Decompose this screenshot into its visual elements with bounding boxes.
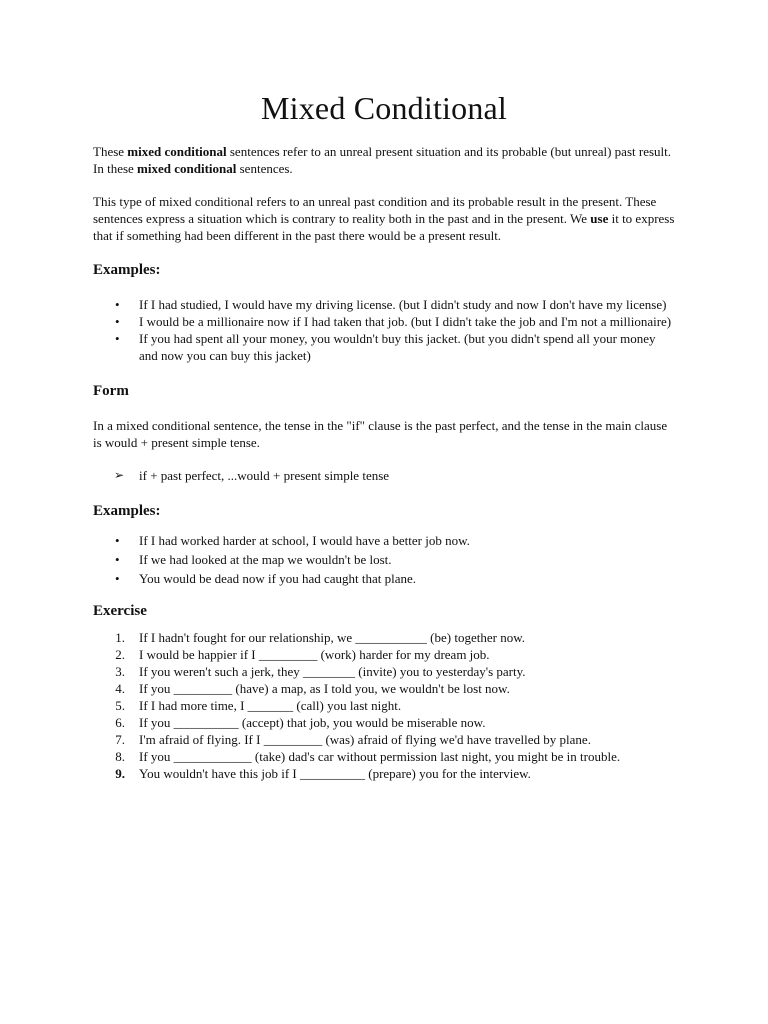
description-text: This type of mixed conditional refers to an unreal past condition and its probable result in the present. These sentences express a situation which is contrary to reality both in the past and in the present. We	[93, 194, 657, 226]
list-item	[93, 296, 675, 313]
exercise-text: If I had more time, I _______ (call) you last night.	[139, 698, 402, 713]
exercise-number: 2.	[115, 647, 125, 662]
exercise-item	[93, 663, 675, 680]
list-item-text: If I had worked harder at school, I would have a better job now.	[139, 533, 470, 548]
intro-text: sentences refer to an unreal present situation and its probable (but unreal) past result. In these	[93, 144, 671, 176]
exercise-number: 1.	[115, 630, 125, 645]
exercise-item	[93, 697, 675, 714]
bullet-icon: •	[115, 571, 120, 586]
intro-text: sentences.	[236, 161, 293, 176]
intro-text: These	[93, 144, 128, 159]
form-rule-text: if + past perfect, ...would + present simple tense	[139, 468, 390, 483]
exercise-text: If you ____________ (take) dad's car without permission last night, you might be in trouble.	[139, 749, 621, 764]
bullet-icon: •	[115, 331, 120, 346]
exercise-number: 3.	[115, 664, 125, 679]
list-item-text: You would be dead now if you had caught that plane.	[139, 571, 417, 586]
exercise-text: You wouldn't have this job if I __________ (prepare) you for the interview.	[139, 766, 531, 781]
list-item-text: If you had spent all your money, you wouldn't buy this jacket. (but you didn't spend all your money and now you can buy this jacket)	[139, 331, 656, 363]
description-paragraph	[93, 193, 675, 244]
intro-paragraph	[93, 143, 675, 177]
examples-heading-2: Examples:	[93, 503, 161, 519]
form-heading: Form	[93, 383, 129, 399]
bullet-icon: •	[115, 314, 120, 329]
list-item	[93, 551, 675, 568]
exercise-text: I would be happier if I _________ (work) harder for my dream job.	[139, 647, 490, 662]
bullet-icon: •	[115, 552, 120, 567]
exercise-text: If I hadn't fought for our relationship, we ___________ (be) together now.	[139, 630, 525, 645]
intro-bold-term: mixed conditional	[127, 144, 227, 159]
exercise-item	[93, 714, 675, 731]
exercise-text: If you _________ (have) a map, as I told you, we wouldn't be lost now.	[139, 681, 510, 696]
exercise-heading: Exercise	[93, 603, 147, 619]
intro-bold-term: mixed conditional	[137, 161, 237, 176]
exercise-text: If you weren't such a jerk, they ________ (invite) you to yesterday's party.	[139, 664, 526, 679]
list-item	[93, 313, 675, 330]
description-bold-term: use	[590, 211, 609, 226]
description-text: it to express that if something had been different in the past there would be a present result.	[93, 211, 675, 243]
arrow-bullet-icon: ➢	[114, 468, 125, 482]
exercise-item	[93, 765, 675, 782]
list-item-text: If we had looked at the map we wouldn't be lost.	[139, 552, 392, 567]
exercise-item	[93, 646, 675, 663]
exercise-item	[93, 629, 675, 646]
exercise-number: 5.	[115, 698, 125, 713]
list-item	[93, 532, 675, 549]
list-item	[93, 570, 675, 587]
exercise-number: 7.	[115, 732, 125, 747]
exercise-list	[93, 629, 675, 782]
exercise-item	[93, 731, 675, 748]
exercise-item	[93, 680, 675, 697]
list-item-text: If I had studied, I would have my driving license. (but I didn't study and now I don't have my license)	[139, 297, 667, 312]
bullet-icon: •	[115, 297, 120, 312]
examples-heading: Examples:	[93, 262, 161, 278]
form-rule	[93, 467, 675, 484]
bullet-icon: •	[115, 533, 120, 548]
page-title: Mixed Conditional	[260, 90, 508, 126]
exercise-number: 6.	[115, 715, 125, 730]
list-item-text: I would be a millionaire now if I had taken that job. (but I didn't take the job and I'm not a millionaire)	[139, 314, 672, 329]
examples-list-2	[93, 532, 675, 587]
form-paragraph: In a mixed conditional sentence, the tense in the "if" clause is the past perfect, and the tense in the main clause is would + present simple tense.	[93, 418, 668, 450]
exercise-item	[93, 748, 675, 765]
exercise-text: If you __________ (accept) that job, you would be miserable now.	[139, 715, 486, 730]
exercise-number: 8.	[115, 749, 125, 764]
exercise-number: 9.	[115, 766, 125, 781]
list-item	[93, 330, 675, 364]
exercise-text: I'm afraid of flying. If I _________ (was) afraid of flying we'd have travelled by plane.	[139, 732, 591, 747]
exercise-number: 4.	[115, 681, 125, 696]
examples-list	[93, 296, 675, 364]
